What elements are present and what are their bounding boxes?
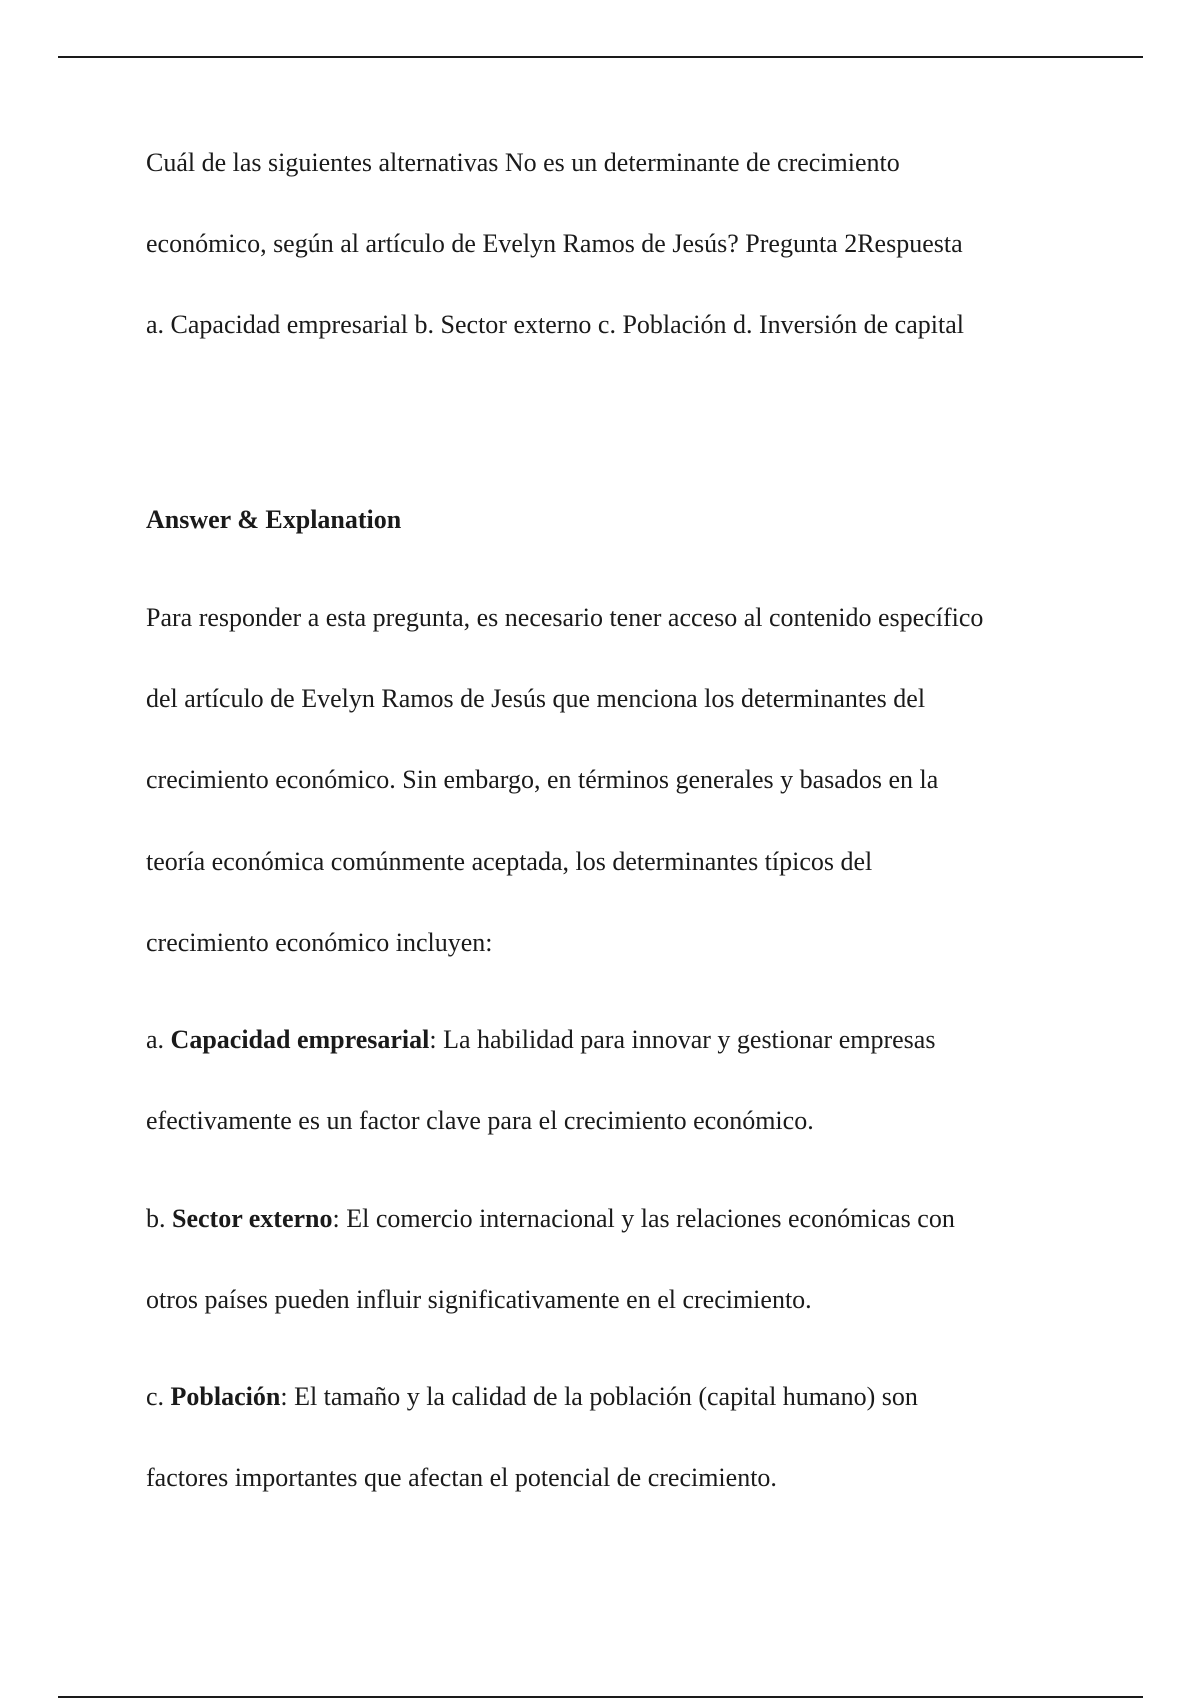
question-line-1: Cuál de las siguientes alternativas No es un determinante de crecimiento — [146, 148, 900, 177]
question-options-line: a. Capacidad empresarial b. Sector externo c. Población d. Inversión de capital — [146, 310, 964, 339]
intro-line-5: crecimiento económico incluyen: — [146, 928, 493, 957]
list-item-c-line-1 — [146, 1382, 918, 1412]
item-description: : La habilidad para innovar y gestionar empresas — [429, 1025, 936, 1054]
intro-line-3: crecimiento económico. Sin embargo, en términos generales y basados en la — [146, 765, 939, 794]
list-item-a-line-1 — [146, 1025, 935, 1055]
item-term: Población — [170, 1382, 281, 1411]
list-item-b-line-2: otros países pueden influir significativamente en el crecimiento. — [146, 1285, 812, 1314]
intro-line-4: teoría económica comúnmente aceptada, los determinantes típicos del — [146, 847, 873, 876]
item-letter: a. — [146, 1025, 165, 1054]
bottom-rule — [58, 1696, 1143, 1698]
item-term: Capacidad empresarial — [170, 1025, 430, 1054]
top-rule — [58, 56, 1143, 58]
item-letter: b. — [146, 1204, 166, 1233]
list-item-c-line-2: factores importantes que afectan el potencial de crecimiento. — [146, 1463, 777, 1492]
list-item-b-line-1 — [146, 1204, 955, 1234]
item-letter: c. — [146, 1382, 165, 1411]
item-description: : El tamaño y la calidad de la población (capital humano) son — [280, 1382, 918, 1411]
answer-heading: Answer & Explanation — [146, 505, 402, 534]
intro-line-1: Para responder a esta pregunta, es necesario tener acceso al contenido específico — [146, 603, 984, 632]
item-term: Sector externo — [172, 1204, 333, 1233]
intro-line-2: del artículo de Evelyn Ramos de Jesús que menciona los determinantes del — [146, 684, 926, 713]
item-description: : El comercio internacional y las relaciones económicas con — [332, 1204, 955, 1233]
list-item-a-line-2: efectivamente es un factor clave para el crecimiento económico. — [146, 1106, 814, 1135]
question-line-2: económico, según al artículo de Evelyn Ramos de Jesús? Pregunta 2Respuesta — [146, 229, 963, 258]
